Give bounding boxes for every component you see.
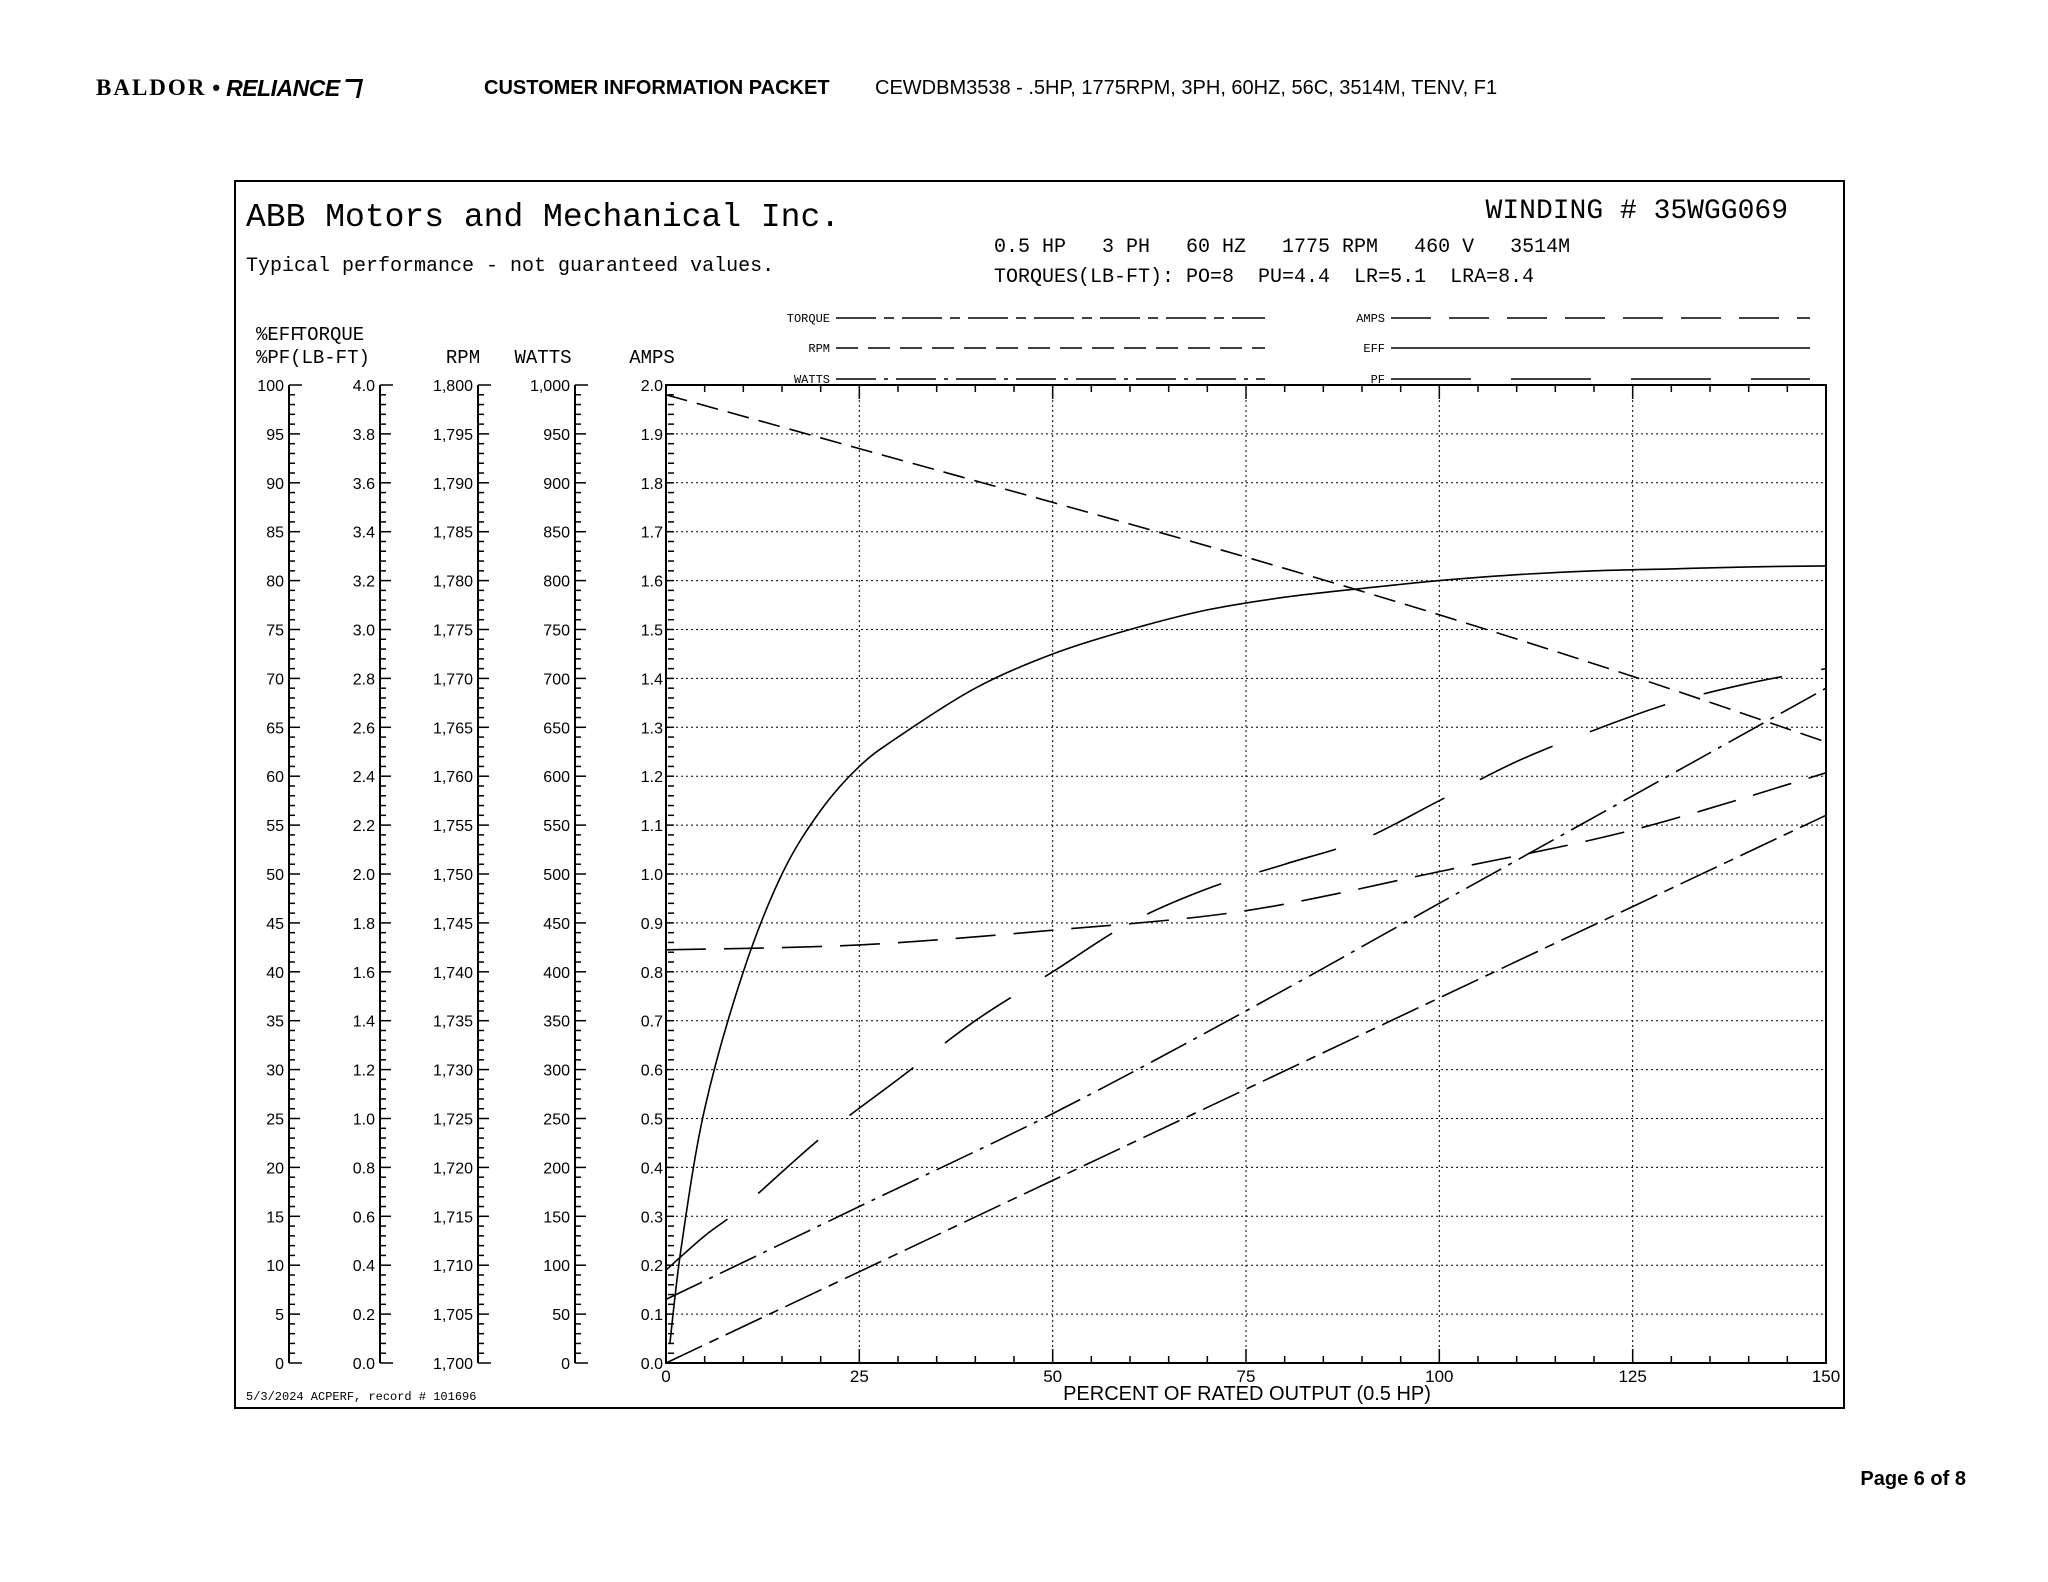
axis-tick-label: 3.8 — [352, 426, 375, 444]
axis-tick-label: 1.0 — [640, 867, 663, 884]
axis-tick-label: 700 — [543, 671, 570, 689]
axis-tick-label: 1,740 — [432, 964, 473, 982]
axis-tick-label: 850 — [543, 524, 570, 542]
axis-tick-label: 100 — [257, 378, 284, 395]
x-tick-label: 150 — [1811, 1367, 1841, 1386]
document-description: CEWDBM3538 - .5HP, 1775RPM, 3PH, 60HZ, 56C, 3514M, TENV, F1 — [875, 77, 1498, 99]
axis-tick-label: 1,775 — [432, 622, 473, 640]
axis-tick-label: 25 — [266, 1111, 284, 1129]
axis-title: TORQUE — [295, 324, 365, 346]
axis-tick-label: 3.4 — [352, 524, 375, 542]
axis-tick-label: 20 — [266, 1160, 284, 1178]
axis-title: WATTS — [514, 347, 572, 369]
axis-tick-label: 1,700 — [432, 1356, 473, 1373]
axis-tick-label: 2.8 — [352, 671, 375, 689]
axis-tick-label: 95 — [266, 426, 284, 444]
winding-number: WINDING # 35WGG069 — [1485, 196, 1788, 227]
x-axis — [661, 385, 1840, 1386]
series-line-pf — [666, 669, 1826, 1271]
axis-tick-label: 1.6 — [640, 573, 663, 591]
rating-line: 0.5 HP 3 PH 60 HZ 1775 RPM 460 V 3514M — [994, 236, 1571, 259]
axis-tick-label: 1,755 — [432, 818, 473, 836]
axis-tick-label: 600 — [543, 769, 570, 787]
axis-tick-label: 650 — [543, 720, 570, 738]
axis-tick-label: 200 — [543, 1160, 570, 1178]
axis-tick-label: 100 — [543, 1258, 570, 1276]
axis-tick-label: 950 — [543, 426, 570, 444]
x-tick-label: 100 — [1425, 1367, 1454, 1386]
axis-tick-label: 350 — [543, 1013, 570, 1031]
axis-tick-label: 0.2 — [640, 1258, 663, 1276]
axis-tick-label: 400 — [543, 964, 570, 982]
axis-tick-label: 3.2 — [352, 573, 375, 591]
axis-title: RPM — [445, 347, 481, 369]
axis-tick-label: 45 — [266, 915, 284, 933]
torques-line: TORQUES(LB-FT): PO=8 PU=4.4 LR=5.1 LRA=8.4 — [994, 266, 1535, 289]
axis-tick-label: 800 — [543, 573, 570, 591]
axis-tick-label: 75 — [266, 622, 284, 640]
axis-tick-label: 1,800 — [432, 378, 473, 395]
axis-tick-label: 1,715 — [432, 1209, 473, 1227]
axis-tick-label: 500 — [543, 867, 570, 884]
axis-title: AMPS — [629, 347, 675, 369]
axis-tick-label: 4.0 — [352, 378, 375, 395]
page-number: Page 6 of 8 — [1860, 1468, 1966, 1490]
axis-tick-label: 80 — [266, 573, 284, 591]
axis-tick-label: 0.8 — [352, 1160, 375, 1178]
legend-label: TORQUE — [786, 312, 830, 326]
x-tick-label: 75 — [1236, 1367, 1256, 1386]
axis-tick-label: 0.8 — [640, 964, 663, 982]
axis-tick-label: 1,760 — [432, 769, 473, 787]
chart-subtitle: Typical performance - not guaranteed values. — [246, 255, 775, 278]
axis-tick-label: 0.2 — [352, 1307, 375, 1325]
axis-tick-label: 250 — [543, 1111, 570, 1129]
axis-tick-label: 1,745 — [432, 915, 473, 933]
axis-tick-label: 1.4 — [640, 671, 663, 689]
axis-tick-label: 1,735 — [432, 1013, 473, 1031]
axis-tick-label: 90 — [266, 475, 284, 493]
axis-tick-label: 1,790 — [432, 475, 473, 493]
axis-tick-label: 3.6 — [352, 475, 375, 493]
x-tick-label: 25 — [849, 1367, 869, 1386]
axis-tick-label: 15 — [266, 1209, 284, 1227]
x-tick-label: 125 — [1618, 1367, 1647, 1386]
axis-tick-label: 0.3 — [640, 1209, 663, 1227]
axis-title: %EFF — [256, 324, 302, 346]
axis-tick-label: 1,705 — [432, 1307, 473, 1325]
axis-tick-label: 0.1 — [640, 1307, 663, 1325]
axis-tick-label: 1,725 — [432, 1111, 473, 1129]
axis-tick-label: 70 — [266, 671, 284, 689]
axis-tick-label: 1,795 — [432, 426, 473, 444]
legend-label: AMPS — [1356, 312, 1385, 326]
x-axis-label: PERCENT OF RATED OUTPUT (0.5 HP) — [1063, 1383, 1431, 1405]
vertical-axes — [256, 324, 675, 1373]
axis-tick-label: 1,770 — [432, 671, 473, 689]
legend-label: EFF — [1363, 342, 1385, 356]
axis-tick-label: 10 — [266, 1258, 284, 1276]
axis-title: (LB-FT) — [290, 347, 370, 369]
axis-tick-label: 450 — [543, 915, 570, 933]
series-line-watts — [666, 688, 1826, 1299]
axis-tick-label: 65 — [266, 720, 284, 738]
axis-tick-label: 1.9 — [640, 426, 663, 444]
axis-tick-label: 300 — [543, 1062, 570, 1080]
axis-tick-label: 2.2 — [352, 818, 375, 836]
axis-tick-label: 1,710 — [432, 1258, 473, 1276]
axis-tick-label: 1,720 — [432, 1160, 473, 1178]
axis-tick-label: 2.4 — [352, 769, 375, 787]
chart-footnote: 5/3/2024 ACPERF, record # 101696 — [246, 1390, 477, 1404]
axis-tick-label: 30 — [266, 1062, 284, 1080]
axis-tick-label: 60 — [266, 769, 284, 787]
axis-tick-label: 50 — [266, 867, 284, 884]
axis-tick-label: 85 — [266, 524, 284, 542]
legend-label: PF — [1370, 373, 1385, 387]
axis-tick-label: 0 — [275, 1356, 284, 1373]
axis-tick-label: 1.4 — [352, 1013, 375, 1031]
x-tick-label: 50 — [1043, 1367, 1063, 1386]
brand-right: RELIANCE — [226, 74, 340, 101]
axis-tick-label: 2.0 — [352, 867, 375, 884]
legend-label: RPM — [808, 342, 830, 356]
axis-tick-label: 50 — [552, 1307, 570, 1325]
axis-tick-label: 1.8 — [640, 475, 663, 493]
axis-tick-label: 0.4 — [640, 1160, 663, 1178]
axis-tick-label: 0.5 — [640, 1111, 663, 1129]
axis-tick-label: 0.4 — [352, 1258, 375, 1276]
axis-tick-label: 0.6 — [352, 1209, 375, 1227]
legend-label: WATTS — [793, 373, 830, 387]
axis-tick-label: 1.2 — [640, 769, 663, 787]
axis-tick-label: 5 — [275, 1307, 284, 1325]
axis-tick-label: 1,750 — [432, 867, 473, 884]
axis-tick-label: 1,765 — [432, 720, 473, 738]
axis-tick-label: 1.3 — [640, 720, 663, 738]
brand-left: BALDOR — [96, 75, 207, 100]
axis-tick-label: 35 — [266, 1013, 284, 1031]
axis-tick-label: 1,730 — [432, 1062, 473, 1080]
axis-tick-label: 1.1 — [640, 818, 663, 836]
axis-tick-label: 40 — [266, 964, 284, 982]
axis-tick-label: 0.6 — [640, 1062, 663, 1080]
axis-tick-label: 1,000 — [529, 378, 570, 395]
axis-tick-label: 3.0 — [352, 622, 375, 640]
axis-tick-label: 1.0 — [352, 1111, 375, 1129]
axis-title: %PF — [256, 347, 291, 369]
axis-tick-label: 750 — [543, 622, 570, 640]
axis-tick-label: 2.0 — [640, 378, 663, 395]
axis-tick-label: 1,780 — [432, 573, 473, 591]
legend — [787, 312, 1810, 387]
axis-tick-label: 1.7 — [640, 524, 663, 542]
axis-tick-label: 1.8 — [352, 915, 375, 933]
axis-tick-label: 1.5 — [640, 622, 663, 640]
axis-tick-label: 1,785 — [432, 524, 473, 542]
axis-tick-label: 150 — [543, 1209, 570, 1227]
axis-tick-label: 0.9 — [640, 915, 663, 933]
axis-tick-label: 1.6 — [352, 964, 375, 982]
axis-tick-label: 55 — [266, 818, 284, 836]
axis-tick-label: 0.0 — [352, 1356, 375, 1373]
axis-tick-label: 0 — [561, 1356, 570, 1373]
axis-tick-label: 2.6 — [352, 720, 375, 738]
document-title: CUSTOMER INFORMATION PACKET — [484, 77, 830, 99]
axis-tick-label: 0.7 — [640, 1013, 663, 1031]
x-tick-label: 0 — [661, 1367, 671, 1386]
chart-title: ABB Motors and Mechanical Inc. — [246, 199, 841, 236]
axis-tick-label: 0.0 — [640, 1356, 663, 1373]
axis-tick-label: 900 — [543, 475, 570, 493]
axis-tick-label: 1.2 — [352, 1062, 375, 1080]
brand-separator: • — [212, 75, 221, 100]
axis-tick-label: 550 — [543, 818, 570, 836]
